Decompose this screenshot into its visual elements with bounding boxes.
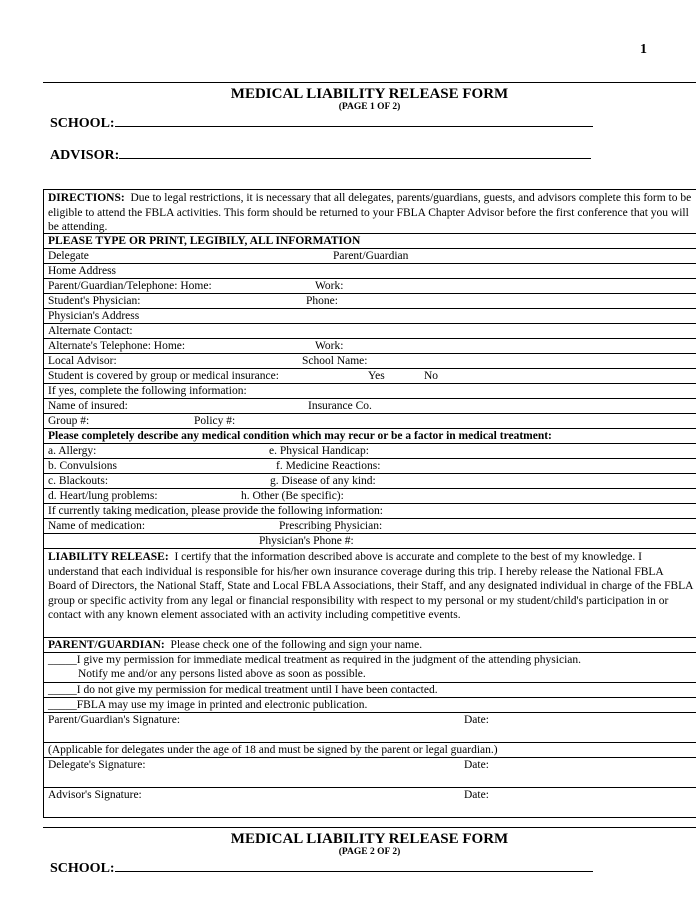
allergy-label: a. Allergy:	[48, 445, 97, 457]
delegate-date-label: Date:	[464, 759, 489, 771]
permission-option-1-text: _____I give my permission for immediate medical treatment as required in the judgment of the attending physician.	[48, 654, 582, 666]
medical-condition-heading: Please completely describe any medical condition which may recur or be a factor in medical treatment:	[44, 429, 696, 444]
school-line-page2[interactable]	[115, 859, 593, 872]
physician-address-label: Physician's Address	[48, 310, 140, 322]
delegate-row[interactable]	[44, 249, 696, 264]
advisor-label: ADVISOR:	[50, 148, 120, 163]
school-name-label: School Name:	[302, 355, 368, 367]
condition-row-b[interactable]	[44, 459, 696, 474]
school-field-page2[interactable]	[50, 859, 593, 877]
physician-phone-label: Physician's Phone #:	[259, 535, 354, 547]
medication-row[interactable]	[44, 519, 696, 534]
school-label-page2: SCHOOL:	[50, 861, 115, 876]
form-subtitle: (PAGE 1 OF 2)	[338, 102, 401, 112]
condition-row-c[interactable]	[44, 474, 696, 489]
advisor-signature-row[interactable]	[44, 788, 696, 818]
directions-label: DIRECTIONS:	[48, 192, 125, 204]
parent-section-text: Please check one of the following and sign your name.	[170, 639, 423, 651]
liability-label: LIABILITY RELEASE:	[48, 551, 169, 563]
parent-section-label: PARENT/GUARDIAN:	[48, 639, 165, 651]
parent-telephone-label: Parent/Guardian/Telephone: Home:	[48, 280, 212, 292]
insurance-label: Student is covered by group or medical insurance:	[48, 370, 279, 382]
alternate-work-label: Work:	[315, 340, 344, 352]
alternate-telephone-row[interactable]	[44, 339, 696, 354]
local-advisor-label: Local Advisor:	[48, 355, 117, 367]
if-taking-label: If currently taking medication, please provide the following information:	[48, 505, 383, 517]
phone-label: Phone:	[306, 295, 338, 307]
other-label: h. Other (Be specific):	[241, 490, 344, 502]
directions-block	[44, 190, 696, 234]
condition-row-d[interactable]	[44, 489, 696, 504]
advisor-date-label: Date:	[464, 789, 489, 801]
delegate-signature-row[interactable]	[44, 758, 696, 788]
medication-name-label: Name of medication:	[48, 520, 146, 532]
page-number: 1	[640, 42, 647, 57]
applicable-note-row	[44, 743, 696, 758]
form-header	[43, 82, 696, 112]
convulsions-label: b. Convulsions	[48, 460, 118, 472]
parent-telephone-row[interactable]	[44, 279, 696, 294]
parent-signature-label: Parent/Guardian's Signature:	[48, 714, 181, 726]
liability-release-block	[44, 549, 696, 638]
school-field[interactable]	[50, 114, 593, 132]
permission-option-1-note: Notify me and/or any persons listed above as soon as possible.	[78, 668, 366, 680]
advisor-line[interactable]	[119, 146, 591, 159]
insurance-no[interactable]: No	[424, 370, 439, 382]
parent-signature-row[interactable]	[44, 713, 696, 743]
parent-guardian-label: Parent/Guardian	[333, 250, 409, 262]
liability-text: I certify that the information described above is accurate and complete to the best of my knowledge. I understand that each individual is responsible for his/her own insurance coverage during this trip. I hereby release the National FBLA Board of Directors, the National Staff, State and Local FBLA Associations, their Staff, and any designated individual in charge of the FBLA group or specific activity from any legal or financial responsibility with respect to my personal or my student/child's participation in or contact with any known element associated with an activity including competitive events.	[48, 551, 693, 622]
school-label: SCHOOL:	[50, 116, 115, 131]
medicine-reactions-label: f. Medicine Reactions:	[276, 460, 381, 472]
work-label: Work:	[315, 280, 344, 292]
local-advisor-row[interactable]	[44, 354, 696, 369]
alternate-contact-label: Alternate Contact:	[48, 325, 133, 337]
policy-label: Policy #:	[194, 415, 236, 427]
delegate-label: Delegate	[48, 250, 89, 262]
form-header-page2	[43, 827, 696, 857]
physician-address-row[interactable]	[44, 309, 696, 324]
insurance-yes[interactable]: Yes	[368, 370, 385, 382]
prescribing-physician-label: Prescribing Physician:	[279, 520, 383, 532]
condition-row-a[interactable]	[44, 444, 696, 459]
handicap-label: e. Physical Handicap:	[269, 445, 369, 457]
insured-label: Name of insured:	[48, 400, 128, 412]
form-subtitle-page2: (PAGE 2 OF 2)	[338, 847, 401, 857]
insurance-row[interactable]	[44, 369, 696, 384]
disease-label: g. Disease of any kind:	[270, 475, 376, 487]
parent-date-label: Date:	[464, 714, 489, 726]
insurance-co-label: Insurance Co.	[308, 400, 372, 412]
permission-option-2-text: _____I do not give my permission for medical treatment until I have been contacted.	[48, 684, 438, 696]
permission-option-3-text: _____FBLA may use my image in printed and electronic publication.	[48, 699, 368, 711]
heart-lung-label: d. Heart/lung problems:	[48, 490, 158, 502]
applicable-note: (Applicable for delegates under the age of 18 and must be signed by the parent or legal guardian.)	[48, 744, 498, 756]
delegate-signature-label: Delegate's Signature:	[48, 759, 146, 771]
physician-phone-row[interactable]	[44, 534, 696, 549]
permission-option-2[interactable]	[44, 683, 696, 698]
if-taking-medication-row	[44, 504, 696, 519]
permission-option-3[interactable]	[44, 698, 696, 713]
form-title-page2: MEDICAL LIABILITY RELEASE FORM	[230, 831, 509, 847]
form-title: MEDICAL LIABILITY RELEASE FORM	[230, 86, 509, 102]
insured-row[interactable]	[44, 399, 696, 414]
blackouts-label: c. Blackouts:	[48, 475, 109, 487]
release-form	[43, 189, 696, 818]
permission-option-1[interactable]	[44, 653, 696, 683]
if-yes-row	[44, 384, 696, 399]
if-yes-label: If yes, complete the following information:	[48, 385, 247, 397]
parent-guardian-heading-row	[44, 638, 696, 653]
school-line[interactable]	[115, 114, 593, 127]
advisor-signature-label: Advisor's Signature:	[48, 789, 142, 801]
physician-label: Student's Physician:	[48, 295, 141, 307]
alternate-contact-row[interactable]	[44, 324, 696, 339]
alternate-telephone-label: Alternate's Telephone: Home:	[48, 340, 186, 352]
directions-text: Due to legal restrictions, it is necessary that all delegates, parents/guardians, guests, and advisors complete this form to be eligible to attend the FBLA activities. This form should be returned to your FBLA Chapter Advisor before the first conference that you will be attending.	[48, 192, 692, 234]
physician-row[interactable]	[44, 294, 696, 309]
group-label: Group #:	[48, 415, 90, 427]
advisor-field[interactable]	[50, 146, 591, 164]
please-type-heading: PLEASE TYPE OR PRINT, LEGIBILY, ALL INFORMATION	[44, 234, 696, 249]
home-address-label: Home Address	[48, 265, 117, 277]
home-address-row[interactable]	[44, 264, 696, 279]
group-policy-row[interactable]	[44, 414, 696, 429]
